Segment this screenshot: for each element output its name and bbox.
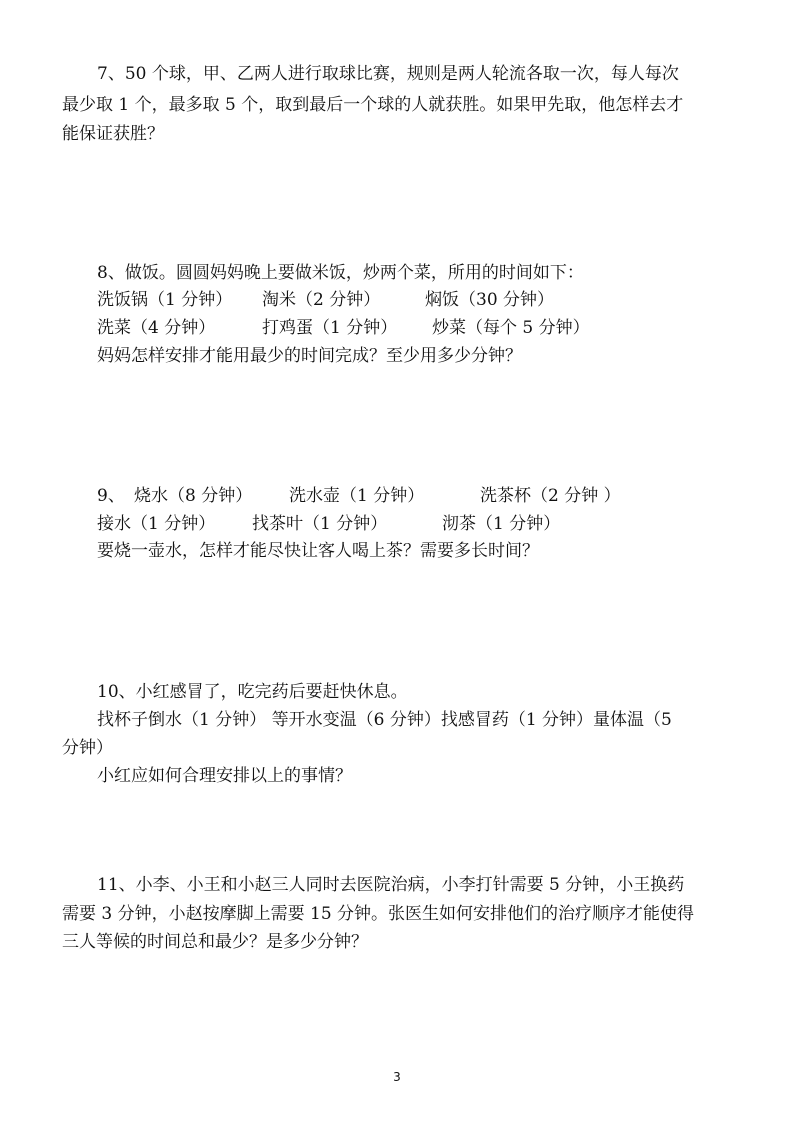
problem-8-task-5: 打鸡蛋（1 分钟） bbox=[262, 318, 398, 338]
problem-11-line-1: 11、小李、小王和小赵三人同时去医院治病，小李打针需要 5 分钟，小王换药 bbox=[97, 875, 685, 895]
problem-10-question: 小红应如何合理安排以上的事情？ bbox=[97, 766, 352, 786]
problem-9-task-6: 沏茶（1 分钟） bbox=[442, 514, 561, 534]
problem-9-task-4: 接水（1 分钟） bbox=[97, 514, 216, 534]
problem-9-task-5: 找茶叶（1 分钟） bbox=[252, 514, 388, 534]
problem-9-task-2: 洗水壶（1 分钟） bbox=[289, 486, 425, 506]
page-number: 3 bbox=[393, 1070, 401, 1084]
problem-8-task-2: 淘米（2 分钟） bbox=[262, 290, 381, 310]
problem-7-line-3: 能保证获胜？ bbox=[62, 124, 164, 144]
problem-9-prefix: 9、 bbox=[97, 486, 125, 506]
problem-8-task-6: 炒菜（每个 5 分钟） bbox=[432, 318, 590, 338]
problem-10-tasks-line-2: 分钟） bbox=[62, 738, 113, 758]
problem-8-question: 妈妈怎样安排才能用最少的时间完成？至少用多少分钟？ bbox=[97, 346, 522, 366]
problem-11-line-3: 三人等候的时间总和最少？是多少分钟？ bbox=[62, 932, 368, 952]
problem-10-intro: 10、小红感冒了，吃完药后要赶快休息。 bbox=[97, 682, 408, 702]
problem-8-task-3: 焖饭（30 分钟） bbox=[425, 290, 555, 310]
problem-11-line-2: 需要 3 分钟，小赵按摩脚上需要 15 分钟。张医生如何安排他们的治疗顺序才能使得 bbox=[62, 904, 695, 924]
problem-9-task-3: 洗茶杯（2 分钟 ） bbox=[480, 486, 621, 506]
problem-7-line-2: 最少取 1 个，最多取 5 个，取到最后一个球的人就获胜。如果甲先取，他怎样去才 bbox=[62, 95, 684, 115]
problem-10-tasks-line-1: 找杯子倒水（1 分钟） 等开水变温（6 分钟）找感冒药（1 分钟）量体温（5 bbox=[97, 710, 672, 730]
problem-7-line-1: 7、50 个球，甲、乙两人进行取球比赛，规则是两人轮流各取一次，每人每次 bbox=[97, 64, 679, 84]
problem-8-intro: 8、做饭。圆圆妈妈晚上要做米饭，炒两个菜，所用的时间如下： bbox=[97, 263, 584, 283]
problem-9-question: 要烧一壶水，怎样才能尽快让客人喝上茶？需要多长时间？ bbox=[97, 541, 539, 561]
problem-9-task-1: 烧水（8 分钟） bbox=[134, 486, 253, 506]
problem-8-task-4: 洗菜（4 分钟） bbox=[97, 318, 216, 338]
problem-8-task-1: 洗饭锅（1 分钟） bbox=[97, 290, 233, 310]
